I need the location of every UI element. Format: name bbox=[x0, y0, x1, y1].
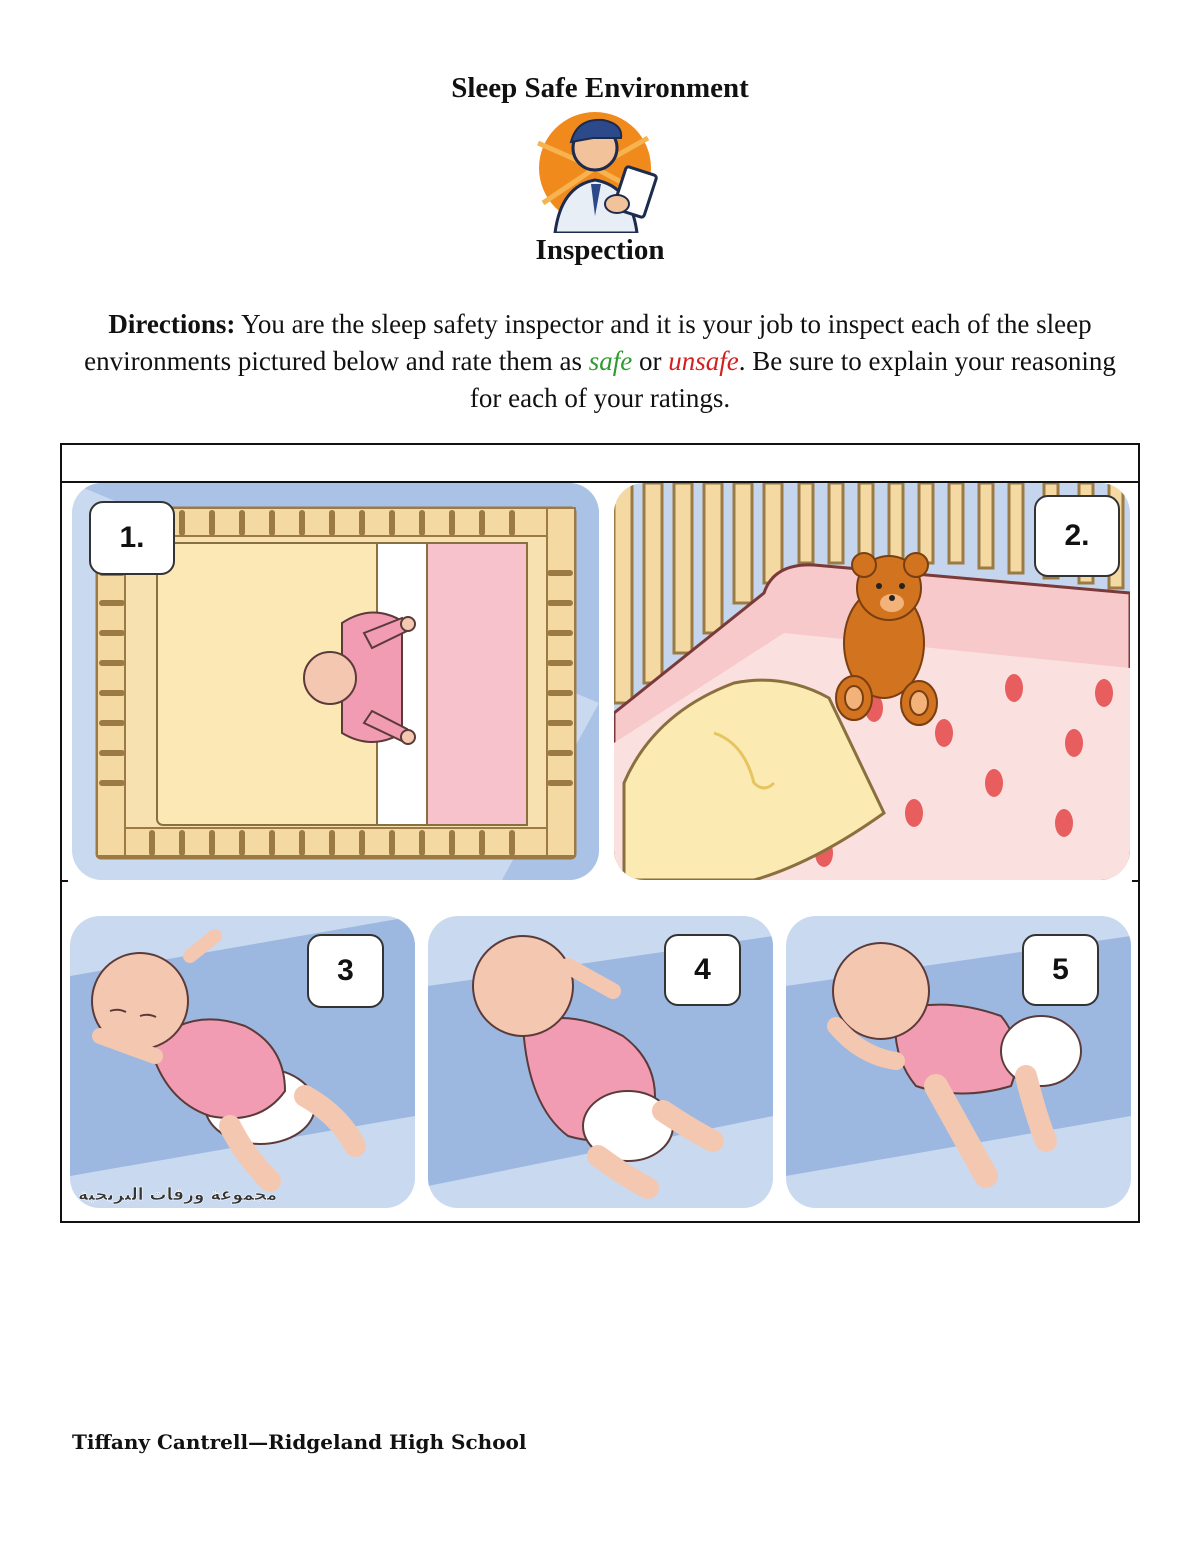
panel-2-crib-soft-objects bbox=[614, 483, 1130, 880]
table-row-tick-left bbox=[60, 880, 68, 882]
author-footer: Tiffany Cantrell—Ridgeland High School bbox=[72, 1430, 527, 1454]
safe-word: safe bbox=[588, 346, 633, 376]
panel-number-4: 4 bbox=[664, 934, 741, 1006]
directions-paragraph bbox=[78, 306, 1122, 417]
page-subtitle: Inspection bbox=[535, 234, 665, 266]
panel-number-1: 1. bbox=[89, 501, 175, 575]
inspector-icon bbox=[533, 108, 668, 233]
unsafe-word: unsafe bbox=[668, 346, 739, 376]
directions-connector: or bbox=[632, 346, 669, 376]
panel-5-baby-on-stomach bbox=[786, 916, 1131, 1208]
panel-number-2: 2. bbox=[1034, 495, 1120, 577]
directions-text-after: . Be sure to explain your reasoning for each of your ratings. bbox=[469, 346, 1116, 413]
table-row-tick-right bbox=[1132, 880, 1140, 882]
panel-number-5: 5 bbox=[1022, 934, 1099, 1006]
panel-3-baby-on-back bbox=[70, 916, 415, 1208]
watermark-text: مجموعة ورقات البريحية bbox=[78, 1185, 278, 1205]
directions-text-before: You are the sleep safety inspector and it is your job to inspect each of the sleep environments pictured below and rate them as bbox=[84, 309, 1092, 376]
page-title: Sleep Safe Environment bbox=[451, 72, 749, 104]
directions-label: Directions: bbox=[108, 309, 236, 339]
panel-1-crib-back-sleep bbox=[72, 483, 599, 880]
panel-number-3: 3 bbox=[307, 934, 384, 1008]
panel-4-baby-on-side bbox=[428, 916, 773, 1208]
